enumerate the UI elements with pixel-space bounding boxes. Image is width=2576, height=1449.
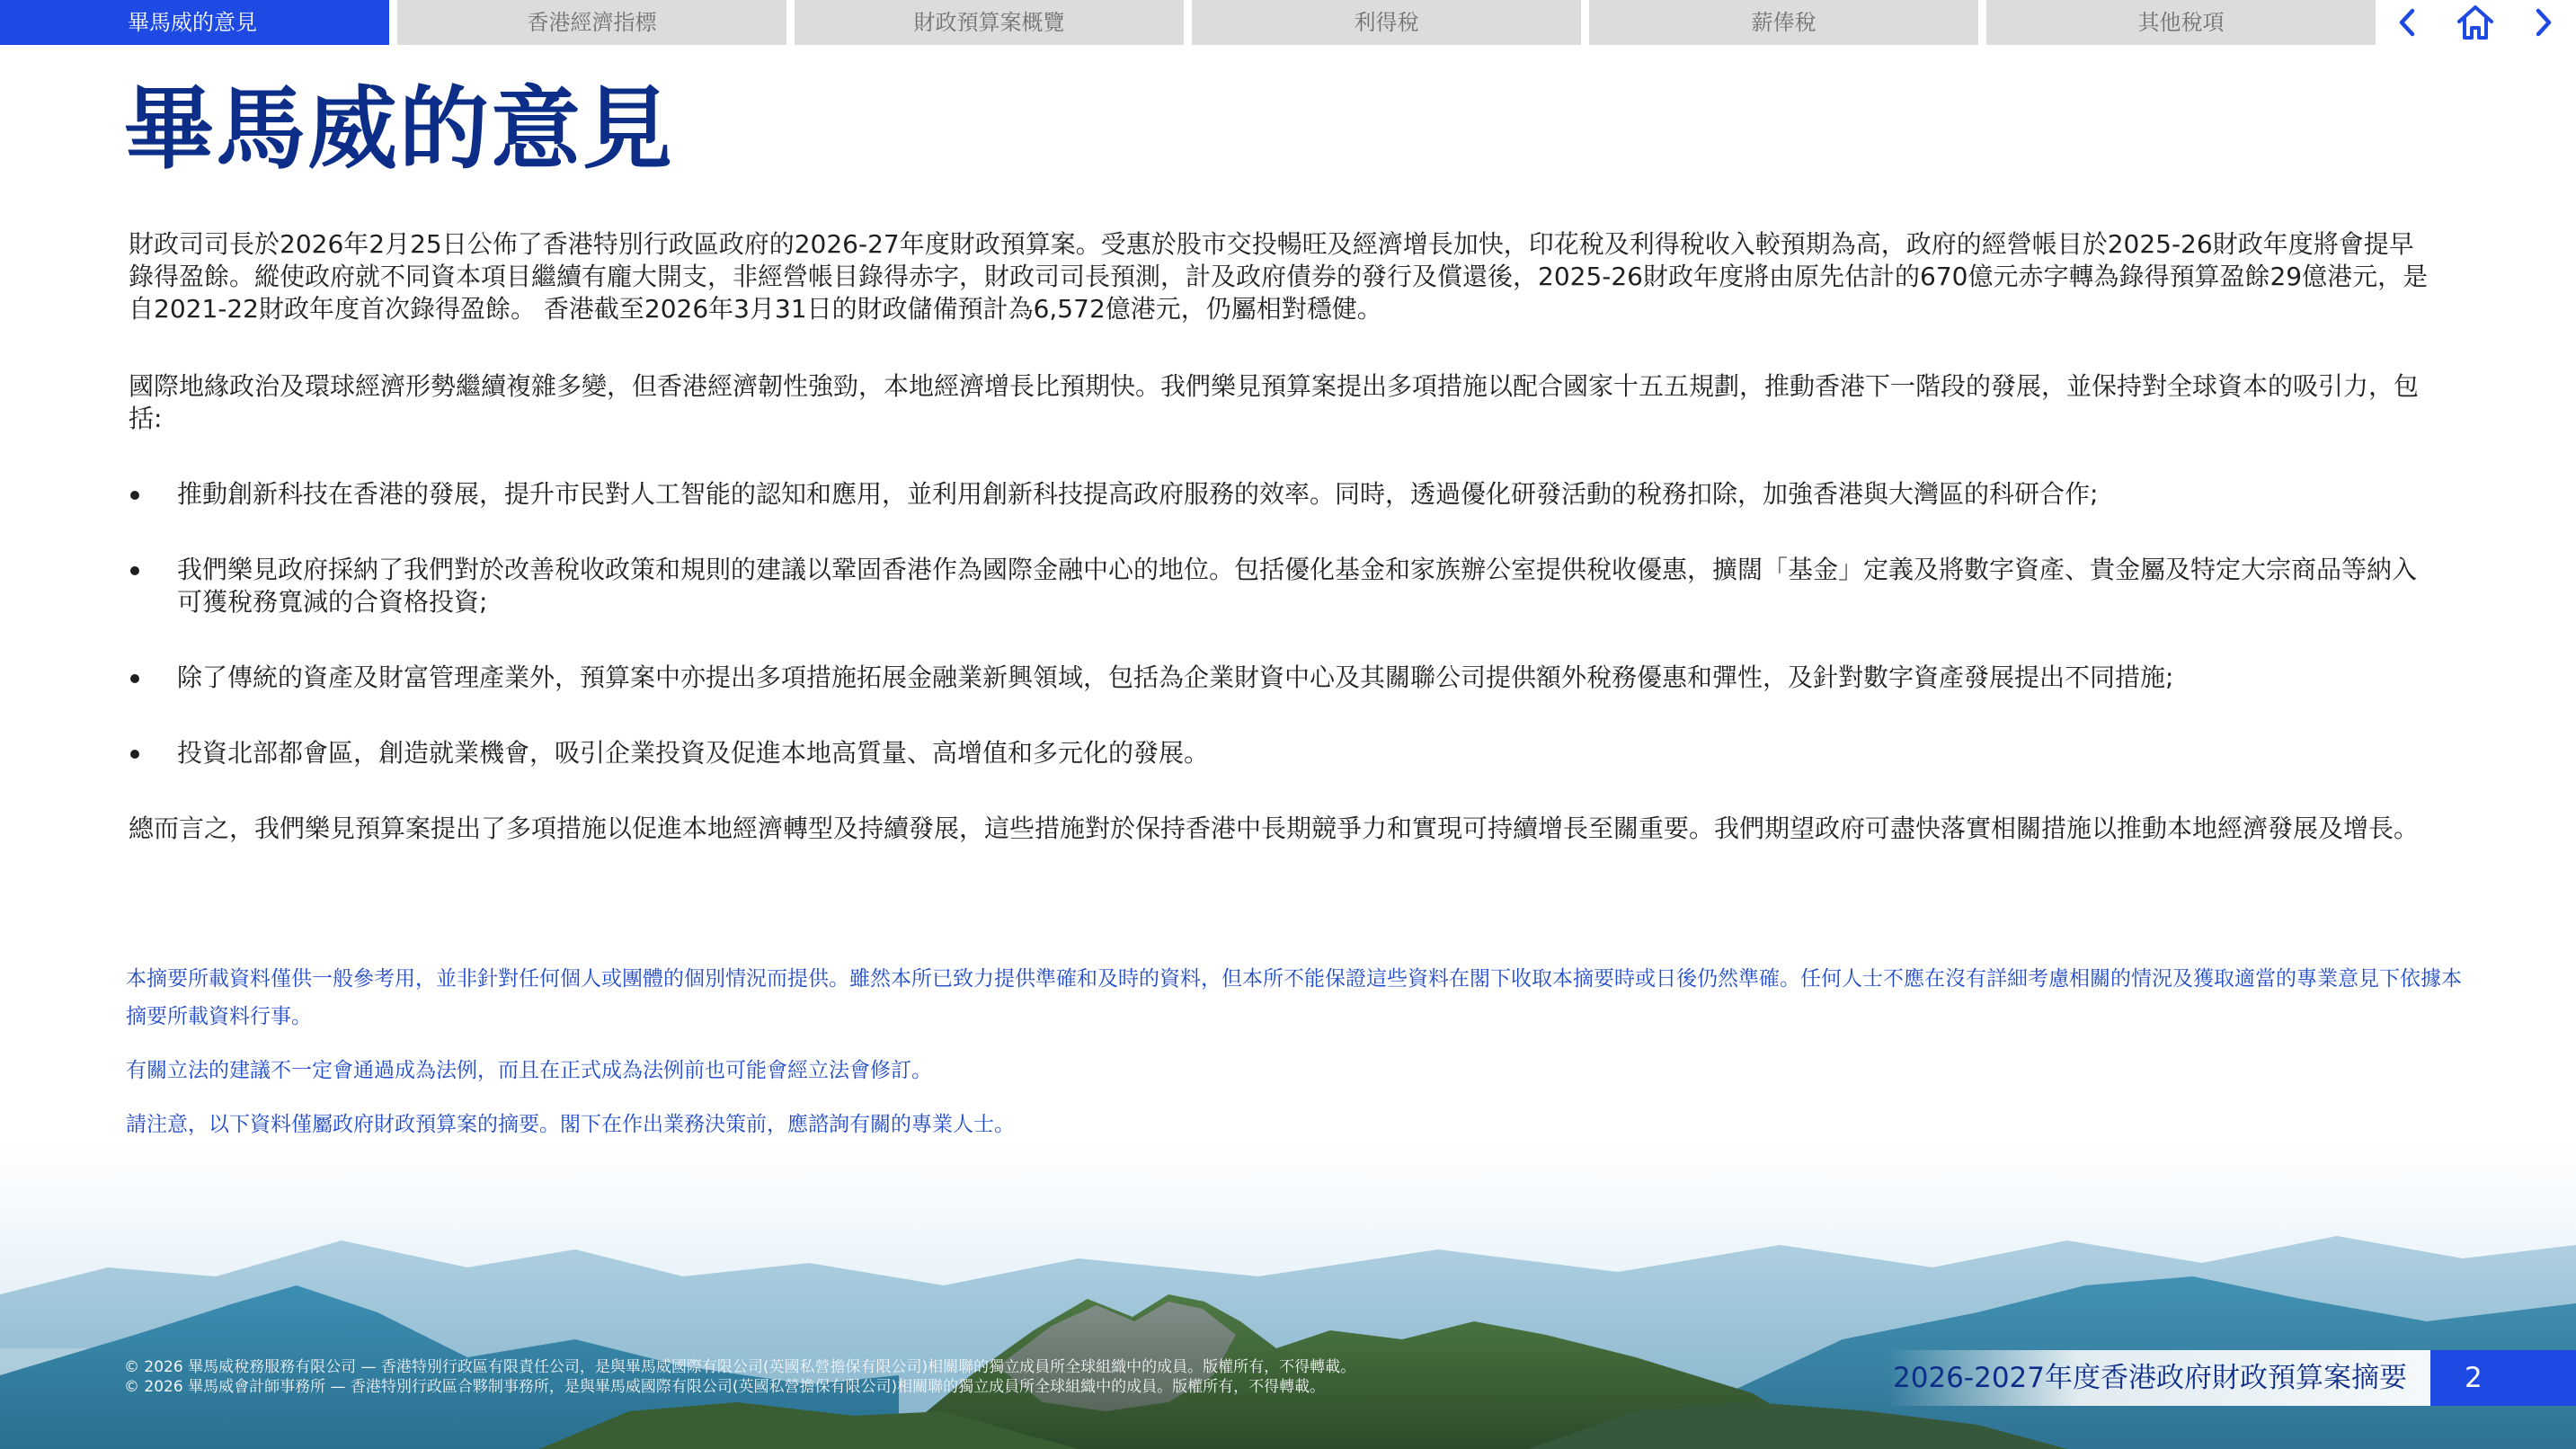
context-paragraph: 國際地緣政治及環球經濟形勢繼續複雜多變，但香港經濟韌性強勁，本地經濟增長比預期快。我們樂見預算案提出多項措施以配合國家十五五規劃，推動香港下一階段的發展，並保持對全球資本的吸引力，包括: bbox=[129, 371, 2420, 433]
disclaimer-legislation: 有關立法的建議不一定會通過成為法例，而且在正式成為法例前也可能會經立法會修訂。 bbox=[126, 1059, 932, 1082]
measures-list bbox=[129, 478, 2429, 769]
chevron-right-icon[interactable] bbox=[2522, 2, 2563, 43]
home-icon[interactable] bbox=[2455, 2, 2496, 43]
list-item: 除了傳統的資產及財富管理產業外，預算案中亦提出多項措施拓展金融業新興領域，包括為企業財資中心及其關聯公司提供額外稅務優惠和彈性，及針對數字資產發展提出不同措施; bbox=[129, 662, 2429, 694]
page-number: 2 bbox=[2430, 1350, 2576, 1406]
list-item: 推動創新科技在香港的發展，提升市民對人工智能的認知和應用，並利用創新科技提高政府服務的效率。同時，透過優化研發活動的稅務扣除，加強香港與大灣區的科研合作; bbox=[129, 478, 2429, 511]
disclaimer bbox=[126, 960, 2463, 1160]
list-item: 我們樂見政府採納了我們對於改善稅收政策和規則的建議以鞏固香港作為國際金融中心的地位。包括優化基金和家族辦公室提供稅收優惠，擴闊「基金」定義及將數字資產、貴金屬及特定大宗商品等納入可獲稅務寬減的合資格投資; bbox=[129, 554, 2429, 618]
tab-salaries-tax[interactable]: 薪俸稅 bbox=[1589, 0, 1978, 45]
disclaimer-general: 本摘要所載資料僅供一般參考用，並非針對任何個人或團體的個別情況而提供。雖然本所已致力提供準確和及時的資料，但本所不能保證這些資料在閣下收取本摘要時或日後仍然準確。任何人士不應在沒有詳細考慮相關的情況及獲取適當的專業意見下依據本摘要所載資料行事。 bbox=[126, 967, 2462, 1028]
tab-profits-tax[interactable]: 利得稅 bbox=[1192, 0, 1581, 45]
bullet-icon bbox=[130, 674, 139, 683]
copyright-line: © 2026 畢馬威會計師事務所 — 香港特別行政區合夥制事務所，是與畢馬威國際有限公司(英國私營擔保有限公司)相關聯的獨立成員所全球組織中的成員。版權所有，不得轉載。 bbox=[124, 1378, 1326, 1396]
tab-hk-economic-indicators[interactable]: 香港經濟指標 bbox=[397, 0, 786, 45]
bullet-icon bbox=[130, 566, 139, 575]
tab-kpmg-opinion[interactable]: 畢馬威的意見 bbox=[0, 0, 389, 45]
closing-paragraph: 總而言之，我們樂見預算案提出了多項措施以促進本地經濟轉型及持續發展，這些措施對於保持香港中長期競爭力和實現可持續增長至關重要。我們期望政府可盡快落實相關措施以推動本地經濟發展及增長。 bbox=[129, 813, 2420, 843]
document-title: 2026-2027年度香港政府財政預算案摘要 bbox=[1893, 1362, 2407, 1394]
copyright-line: © 2026 畢馬威稅務服務有限公司 — 香港特別行政區有限責任公司，是與畢馬威國際有限公司(英國私營擔保有限公司)相關聯的獨立成員所全球組織中的成員。版權所有，不得轉載。 bbox=[124, 1358, 1356, 1376]
top-navigation bbox=[0, 0, 2576, 45]
copyright-notice bbox=[124, 1357, 1472, 1397]
disclaimer-summary-note: 請注意，以下資料僅屬政府財政預算案的摘要。閣下在作出業務決策前，應諮詢有關的專業人士。 bbox=[126, 1113, 1015, 1136]
document-title-box bbox=[1888, 1350, 2430, 1406]
tab-other-taxes[interactable]: 其他稅項 bbox=[1986, 0, 2376, 45]
tab-budget-overview[interactable]: 財政預算案概覽 bbox=[795, 0, 1184, 45]
bullet-icon bbox=[130, 750, 139, 759]
intro-paragraph: 財政司司長於2026年2月25日公佈了香港特別行政區政府的2026-27年度財政預算案。受惠於股市交投暢旺及經濟增長加快，印花稅及利得稅收入較預期為高，政府的經營帳目於2025-26財政年度將會提早錄得盈餘。縱使政府就不同資本項目繼續有龐大開支，非經營帳目錄得赤字，財政司司長預測，計及政府債券的發行及償還後，2025-26財政年度將由原先估計的670億元赤字轉為錄得預算盈餘29億港元，是自2021-22財政年度首次錄得盈餘。 香港截至2026年3月31日的財政儲備預計為6,572億港元，仍屬相對穩健。 bbox=[129, 229, 2429, 324]
list-item: 投資北部都會區，創造就業機會，吸引企業投資及促進本地高質量、高增值和多元化的發展。 bbox=[129, 737, 2429, 769]
page-title: 畢馬威的意見 bbox=[124, 76, 674, 182]
main-content bbox=[129, 228, 2429, 845]
chevron-left-icon[interactable] bbox=[2387, 2, 2429, 43]
bullet-icon bbox=[130, 491, 139, 500]
